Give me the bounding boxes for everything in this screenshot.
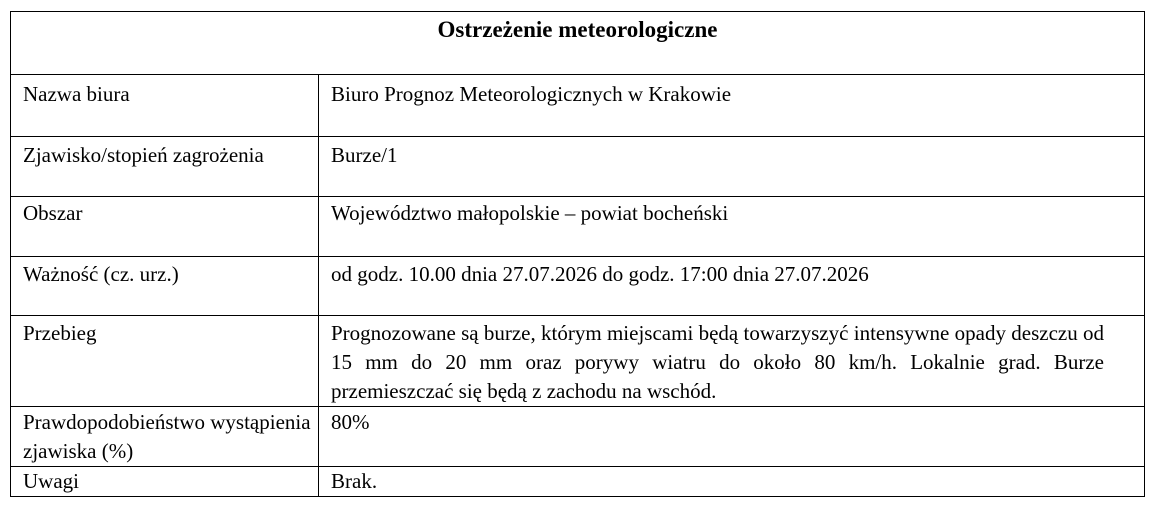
office-name-value: Biuro Prognoz Meteorologicznych w Krakowie [331, 82, 732, 106]
label-cell: Nazwa biura [11, 75, 319, 137]
table-row-area [11, 197, 1145, 257]
label-cell: Prawdopodobieństwo wystąpienia zjawiska (%) [11, 407, 319, 467]
probability-value: 80% [331, 410, 370, 434]
table-row-validity [11, 257, 1145, 316]
label-cell: Obszar [11, 197, 319, 257]
title-row [11, 12, 1145, 75]
weather-warning-table [10, 11, 1145, 497]
value-cell [319, 257, 1145, 316]
value-cell [319, 316, 1145, 407]
course-value: Prognozowane są burze, którym miejscami będą towarzyszyć intensywne opady deszczu od 15 mm do 20 mm oraz porywy wiatru do około 80 km/h. Lokalnie grad. Burze przemieszczać się będą z zachodu na wschód. [331, 321, 1105, 403]
table-row-probability [11, 407, 1145, 467]
title-cell [11, 12, 1145, 75]
value-cell [319, 75, 1145, 137]
label-cell: Zjawisko/stopień zagrożenia [11, 137, 319, 197]
phenomenon-value: Burze/1 [331, 143, 398, 167]
remarks-value: Brak. [331, 469, 378, 493]
value-cell [319, 467, 1145, 497]
label-cell: Ważność (cz. urz.) [11, 257, 319, 316]
table-row-office-name [11, 75, 1145, 137]
table-row-course [11, 316, 1145, 407]
validity-value: od godz. 10.00 dnia 27.07.2026 do godz. 17:00 dnia 27.07.2026 [331, 262, 869, 286]
label-cell: Uwagi [11, 467, 319, 497]
document-title: Ostrzeżenie meteorologiczne [437, 17, 718, 42]
label-cell: Przebieg [11, 316, 319, 407]
area-value: Województwo małopolskie – powiat bocheński [331, 201, 729, 225]
value-cell [319, 407, 1145, 467]
table-row-phenomenon [11, 137, 1145, 197]
table-row-remarks [11, 467, 1145, 497]
value-cell [319, 137, 1145, 197]
value-cell [319, 197, 1145, 257]
